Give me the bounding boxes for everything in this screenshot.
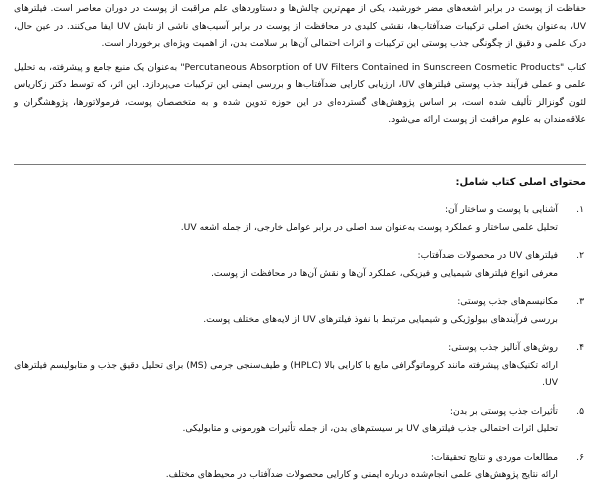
- toc-item-title: مطالعات موردی و نتایج تحقیقات:: [430, 451, 558, 463]
- intro-p2-line-4: متخصصان پوست، فرمولاتورها، پژوهشگران و علاقه‌مندان به علوم مراقبت از پوست ارائه می‌شود.: [14, 96, 586, 125]
- intro-p2-line-1-rest: به‌عنوان یک منبع: [114, 61, 178, 73]
- toc-item-number: ۳.: [576, 296, 584, 307]
- toc-item-description: ارائه نتایج پژوهش‌های علمی انجام‌شده درباره ایمنی و کارایی محصولات ضدآفتاب در محیط‌های مختلف.: [165, 469, 558, 480]
- intro-p1-line-2: فیلترهای UV، به‌عنوان بخش اصلی ترکیبات ضدآفتاب‌ها، نقشی کلیدی در محافظت از پوست در برابر آسیب‌های ناشی از تابش UV ایفا: [14, 3, 587, 32]
- book-title: "Percutaneous Absorption of UV Filters Contained in Sunscreen Cosmetic Products": [180, 61, 565, 73]
- section-divider: [14, 164, 586, 165]
- toc-item-title: مکانیسم‌های جذب پوستی:: [457, 296, 558, 307]
- toc-item: [14, 339, 586, 392]
- intro-p1-line-3: می‌کنند. در عین حال، درک علمی و دقیق از چگونگی جذب پوستی این ترکیبات و اثرات احتمالی آن‌ها بر سلامت بدن، از اهمیت ویژه‌ای: [14, 20, 586, 49]
- toc-item-title: فیلترهای UV در محصولات ضدآفتاب:: [417, 250, 558, 261]
- toc-item-title: آشنایی با پوست و ساختار آن:: [444, 204, 558, 215]
- toc-heading: محتوای اصلی کتاب شامل:: [455, 177, 586, 188]
- toc-item-title-row: [14, 201, 586, 219]
- toc-item-title-row: [14, 403, 586, 421]
- toc-item-number: ۶.: [576, 451, 584, 463]
- toc-list: [14, 201, 586, 495]
- toc-item-title: تأثیرات جذب پوستی بر بدن:: [449, 405, 558, 417]
- toc-item-number: ۱.: [576, 204, 584, 215]
- toc-item: [14, 449, 586, 484]
- intro-paragraph-1: [14, 0, 586, 53]
- toc-item-description: تحلیل علمی ساختار و عملکرد پوست به‌عنوان سد اصلی در برابر عوامل خارجی، از جمله اشعه UV.: [180, 221, 558, 233]
- toc-item-number: ۵.: [576, 405, 584, 417]
- toc-item: [14, 403, 586, 438]
- toc-item-description: معرفی انواع فیلترهای شیمیایی و فیزیکی، عملکرد آن‌ها و نقش آن‌ها در محافظت از پوست.: [211, 267, 558, 279]
- toc-item-title-row: [14, 339, 586, 357]
- toc-item-title-row: [14, 449, 586, 467]
- toc-item-number: ۴.: [576, 342, 584, 353]
- toc-item: [14, 247, 586, 282]
- toc-item-number: ۲.: [576, 250, 584, 261]
- toc-item-description: بررسی فرآیندهای بیولوژیکی و شیمیایی مرتبط با نفوذ فیلترهای UV از لایه‌های مختلف پوست.: [203, 313, 558, 325]
- toc-item: [14, 201, 586, 236]
- intro-p1-line-4: برخوردار است.: [101, 38, 161, 49]
- intro-section: [14, 0, 586, 135]
- toc-item-description: تحلیل اثرات احتمالی جذب فیلترهای UV بر سیستم‌های بدن، از جمله تأثیرات هورمونی و متابولیکی.: [182, 423, 558, 434]
- toc-item: [14, 293, 586, 328]
- toc-item-title-row: [14, 247, 586, 265]
- toc-item-description: ارائه تکنیک‌های پیشرفته مانند کروماتوگرافی مایع با کارایی بالا (HPLC) و طیف‌سنجی جرمی (MS) برای تحلیل دقیق جذب و متابولیسم فیلترهای UV.: [14, 359, 558, 388]
- intro-p2-line-3: می‌پردازد. این اثر، که توسط دکتر زکاریاس لئون گونزالز تألیف شده است، بر اساس پژوهش‌های گسترده‌ای در این حوزه تدوین شده و به: [14, 79, 586, 108]
- toc-item-title: روش‌های آنالیز جذب پوستی:: [448, 342, 558, 353]
- intro-p2-prefix: کتاب: [567, 61, 587, 73]
- intro-paragraph-2: [14, 59, 586, 129]
- intro-p1-line-1: حفاظت از پوست در برابر اشعه‌های مضر خورشید، یکی از مهم‌ترین چالش‌ها و دستاوردهای علم مراقبت از پوست در دوران معاصر است.: [50, 3, 587, 14]
- toc-item-title-row: [14, 293, 586, 311]
- intro-p2-line-2: جامع و پیشرفته، به تحلیل علمی و عملی فرآیند جذب پوستی فیلترهای UV، ارزیابی کارایی ضدآفتاب‌ها و بررسی ایمنی این ترکیبات: [14, 61, 587, 90]
